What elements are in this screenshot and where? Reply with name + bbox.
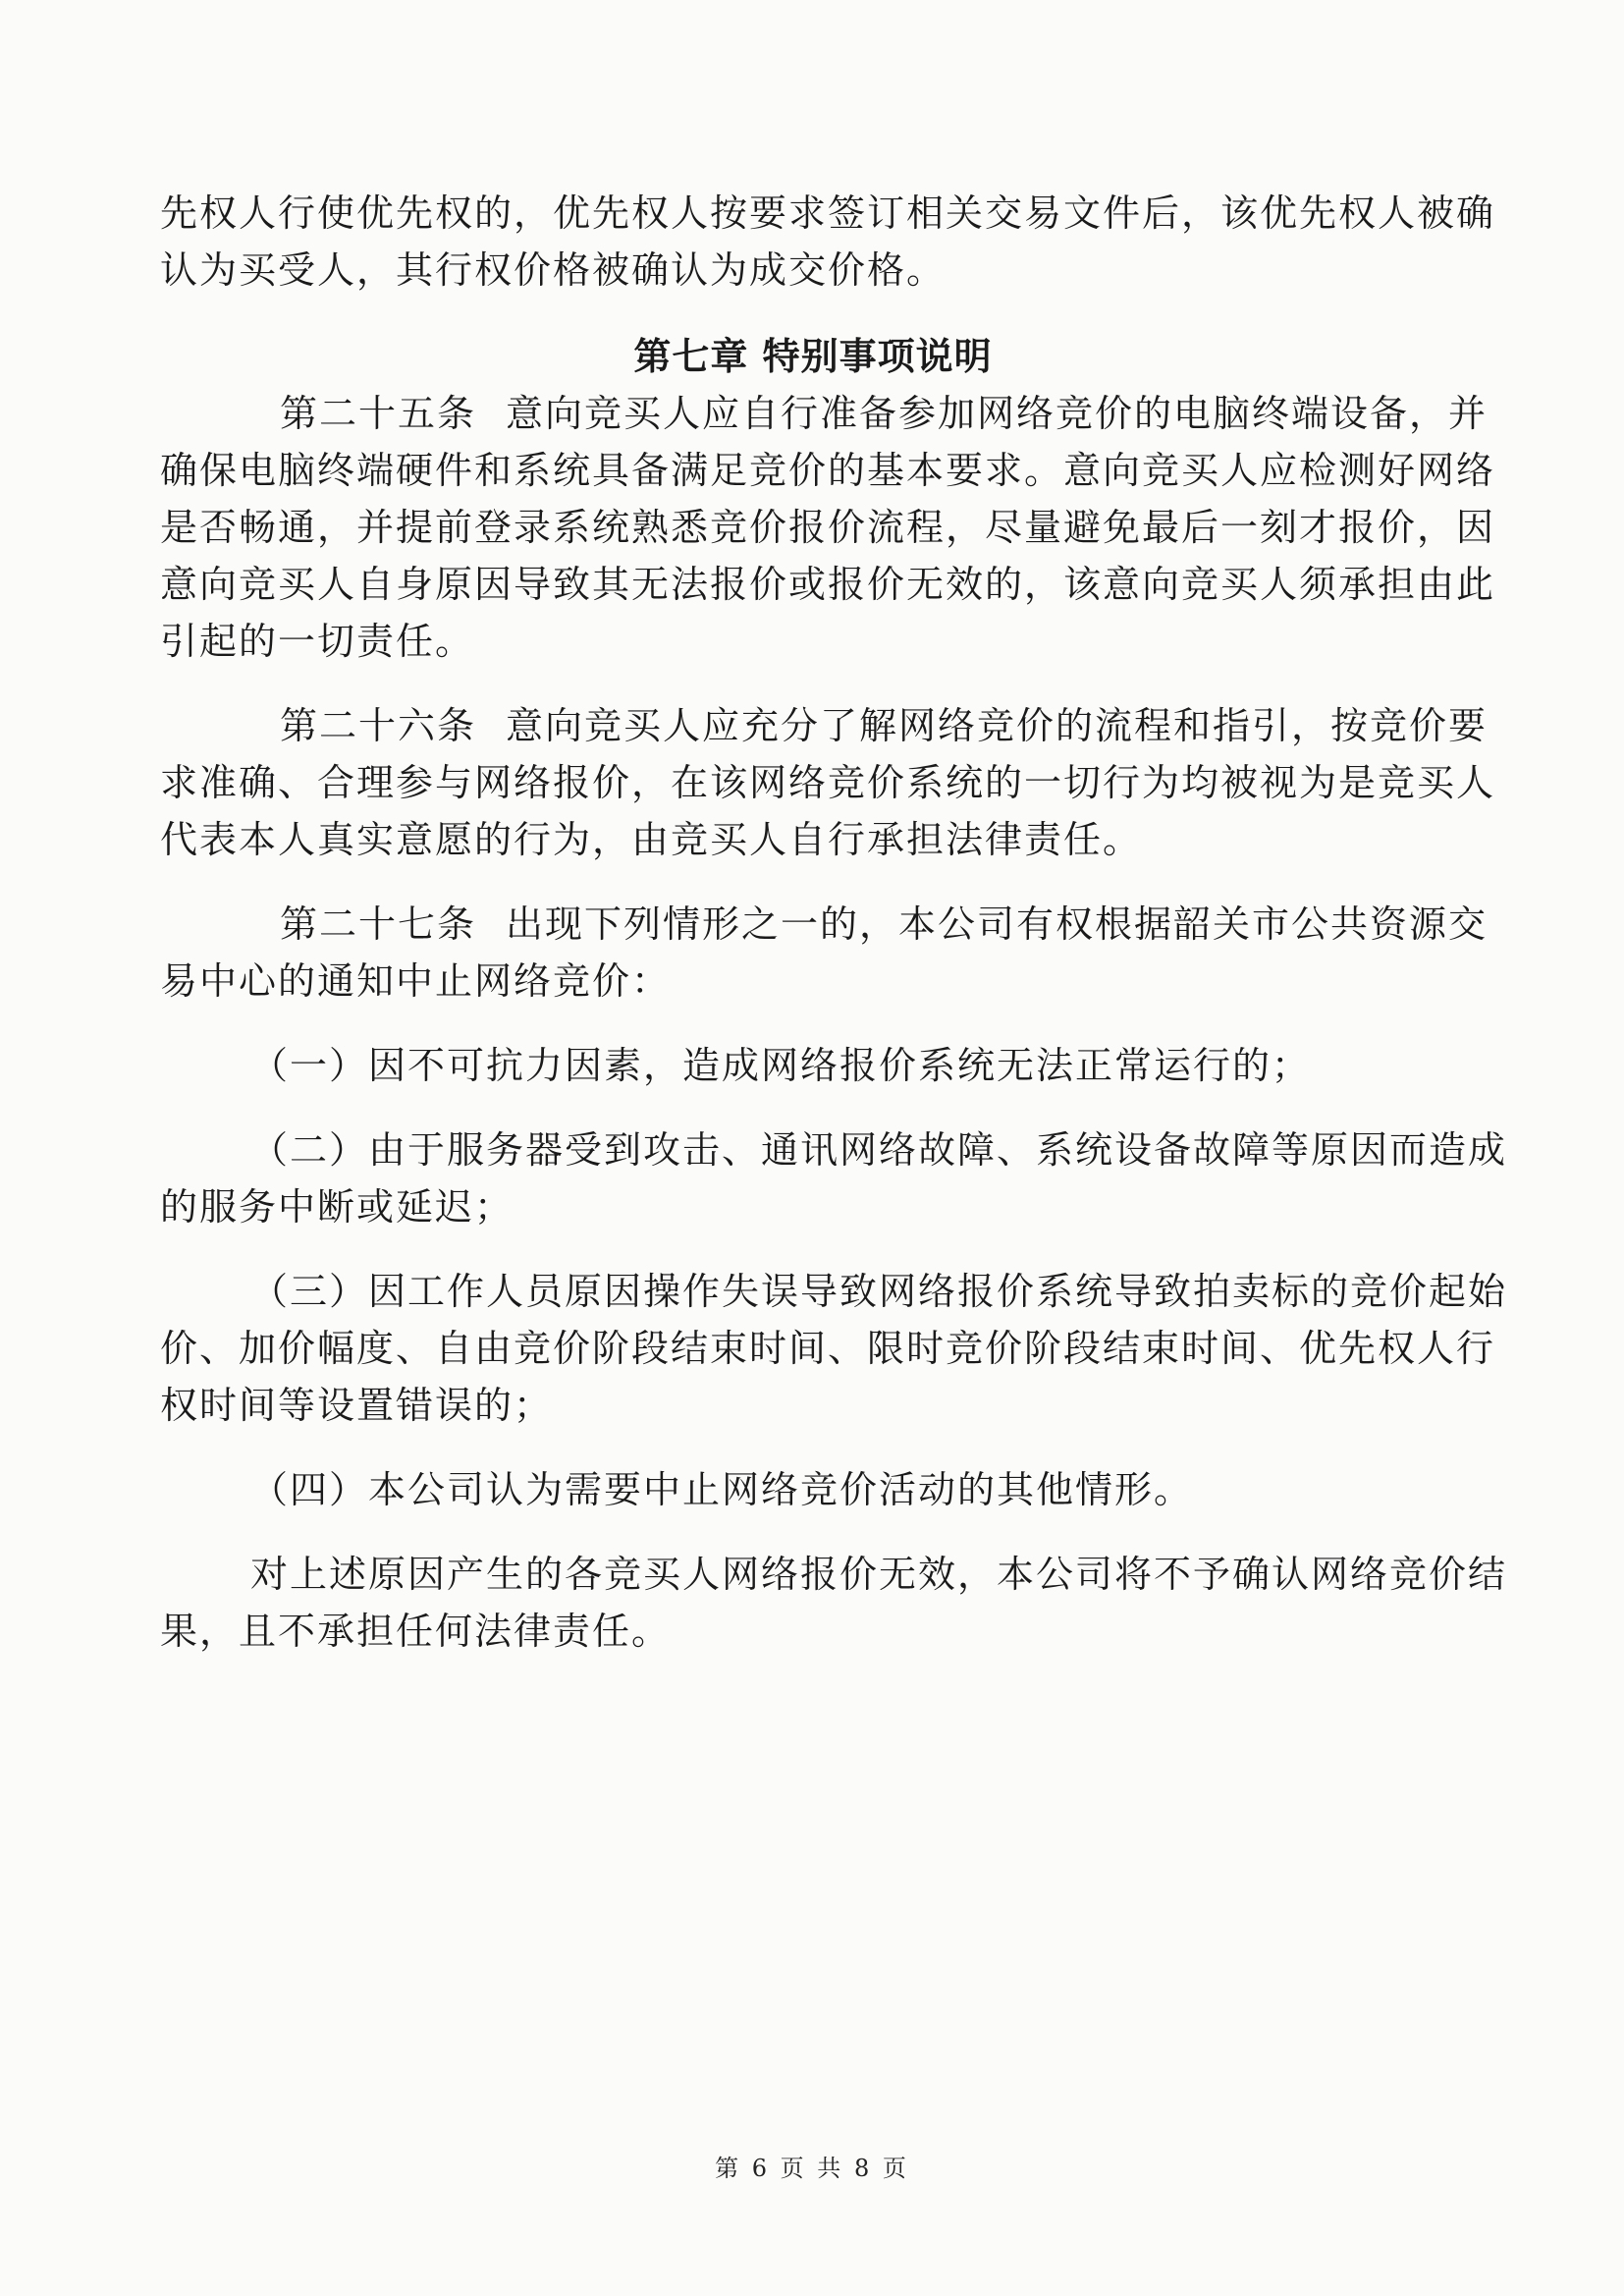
article-text: 意向竞买人应充分了解网络竞价的流程和指引，按竞价要 — [506, 704, 1489, 747]
text-line: 认为买受人，其行权价格被确认为成交价格。 — [160, 248, 947, 292]
text-line: 权时间等设置错误的； — [160, 1384, 554, 1427]
text-line: 对上述原因产生的各竞买人网络报价无效，本公司将不予确认网络竞价结 — [250, 1553, 1508, 1596]
text-line: （一）因不可抗力因素，造成网络报价系统无法正常运行的； — [250, 1044, 1312, 1087]
text-line: 先权人行使优先权的，优先权人按要求签订相关交易文件后，该优先权人被确 — [160, 191, 1496, 235]
text-line: 易中心的通知中止网络竞价： — [160, 959, 672, 1003]
text-line: （三）因工作人员原因操作失误导致网络报价系统导致拍卖标的竞价起始 — [250, 1270, 1508, 1313]
article-25 — [160, 385, 1496, 670]
page-content — [160, 185, 1508, 1660]
text-line: 价、加价幅度、自由竞价阶段结束时间、限时竞价阶段结束时间、优先权人行 — [160, 1327, 1496, 1370]
list-item-2 — [160, 1121, 1508, 1235]
article-27 — [160, 896, 1489, 1010]
article-first-line — [160, 896, 1489, 953]
text-line: 意向竞买人自身原因导致其无法报价或报价无效的，该意向竞买人须承担由此 — [160, 563, 1496, 606]
article-26 — [160, 697, 1496, 868]
chapter-title: 第七章 特别事项说明 — [633, 335, 993, 378]
page-footer: 第 6 页 共 8 页 — [715, 2155, 909, 2182]
text-line: （二）由于服务器受到攻击、通讯网络故障、系统设备故障等原因而造成 — [250, 1128, 1508, 1172]
text-line: 代表本人真实意愿的行为，由竞买人自行承担法律责任。 — [160, 818, 1143, 861]
article-text: 出现下列情形之一的，本公司有权根据韶关市公共资源交 — [506, 902, 1489, 946]
article-text: 意向竞买人应自行准备参加网络竞价的电脑终端设备，并 — [506, 392, 1489, 435]
article-label: 第二十六条 — [280, 704, 477, 747]
continuation-paragraph — [160, 185, 1496, 299]
list-item-4 — [160, 1461, 1466, 1518]
text-line: （四）本公司认为需要中止网络竞价活动的其他情形。 — [250, 1468, 1194, 1511]
text-line: 求准确、合理参与网络报价，在该网络竞价系统的一切行为均被视为是竞买人 — [160, 761, 1496, 804]
text-line: 引起的一切责任。 — [160, 620, 475, 663]
text-line: 确保电脑终端硬件和系统具备满足竞价的基本要求。意向竞买人应检测好网络 — [160, 449, 1496, 492]
article-first-line — [160, 385, 1489, 442]
text-line: 的服务中断或延迟； — [160, 1185, 514, 1229]
article-label: 第二十五条 — [280, 392, 477, 435]
article-first-line — [160, 697, 1489, 754]
text-line: 果，且不承担任何法律责任。 — [160, 1610, 672, 1653]
closing-paragraph — [160, 1546, 1508, 1660]
text-line: 是否畅通，并提前登录系统熟悉竞价报价流程，尽量避免最后一刻才报价，因 — [160, 506, 1496, 549]
list-item-3 — [160, 1263, 1508, 1434]
list-item-1 — [160, 1037, 1466, 1094]
article-label: 第二十七条 — [280, 902, 477, 946]
